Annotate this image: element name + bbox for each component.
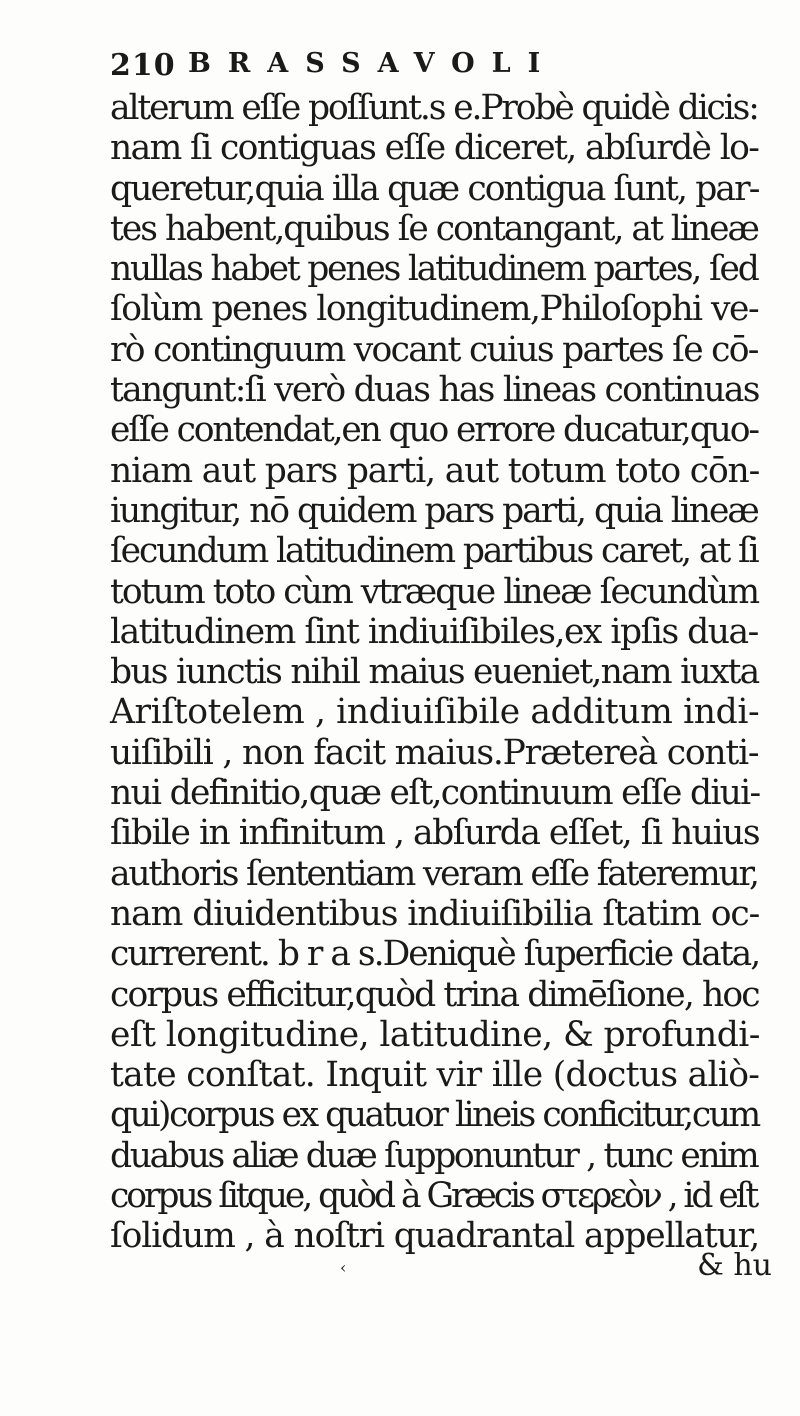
text-line: tate conſtat. Inquit vir ille (doctus aliò-: [110, 1055, 760, 1096]
text-line: rò continguum vocant cuius partes ſe cō-: [110, 329, 758, 370]
text-line: currerent. b r a s.Deniquè ſuperficie data,: [110, 934, 760, 975]
text-line: ſolùm penes longitudinem,Philoſophi ve-: [110, 289, 759, 330]
text-block: [110, 88, 800, 1287]
text-line: nui definitio,quæ eſt,continuum eſſe diui-: [110, 773, 760, 814]
text-line: ſibile in infinitum , abſurda eſſet, ſi huius: [110, 813, 760, 854]
running-head: [110, 48, 750, 88]
page-number: 210: [110, 48, 176, 83]
running-title: BRASSAVOLI: [188, 48, 558, 79]
text-line: eſt longitudine, latitudine, & profundi-: [110, 1014, 760, 1055]
text-line: ſolidum , à noſtri quadrantal appellatur,: [110, 1216, 760, 1257]
text-line: Ariſtotelem , indiuiſibile additum indi-: [110, 692, 760, 733]
text-line: eſſe contendat,en quo errore ducatur,quo-: [110, 410, 758, 451]
text-line: duabus aliæ duæ ſupponuntur , tunc enim: [110, 1135, 758, 1176]
catchword: & hu: [697, 1247, 772, 1283]
text-line: nullas habet penes latitudinem partes, ſed: [110, 249, 758, 290]
text-line: alterum eſſe poſſunt.s e.Probè quidè dicis:: [110, 88, 758, 128]
text-line: qui)corpus ex quatuor lineis conficitur,cum: [110, 1095, 759, 1136]
text-line: uiſibili , non facit maius.Prætereà conti-: [110, 732, 759, 773]
text-line: authoris ſententiam veram eſſe fateremur,: [110, 853, 758, 894]
text-line: tangunt:ſi verò duas has lineas continuas: [110, 370, 759, 411]
text-line: nam ſi contiguas eſſe diceret, abſurdè lo-: [110, 128, 759, 169]
text-line: corpus efficitur,quòd trina dimēſione, hoc: [110, 974, 759, 1015]
signature-mark: ‹: [340, 1257, 347, 1277]
text-line: tes habent,quibus ſe contangant, at lineæ: [110, 208, 758, 249]
text-line: niam aut pars parti, aut totum toto cōn-: [110, 450, 760, 491]
text-line: bus iunctis nihil maius eueniet,nam iuxta: [110, 652, 759, 693]
text-line: iungitur, nō quidem pars parti, quia lineæ: [110, 490, 758, 531]
footer-row: [110, 1247, 800, 1287]
text-line: queretur,quia illa quæ contigua ſunt, par-: [110, 168, 759, 209]
text-line: latitudinem ſint indiuiſibiles,ex ipſis dua-: [110, 611, 758, 652]
text-line: totum toto cùm vtræque lineæ ſecundùm: [110, 571, 759, 612]
text-line: ſecundum latitudinem partibus caret, at ſi: [110, 531, 758, 572]
text-line: corpus ſitque, quòd à Græcis στερεὸν , id eſt: [110, 1176, 757, 1217]
text-line: nam diuidentibus indiuiſibilia ſtatim oc-: [110, 893, 760, 934]
